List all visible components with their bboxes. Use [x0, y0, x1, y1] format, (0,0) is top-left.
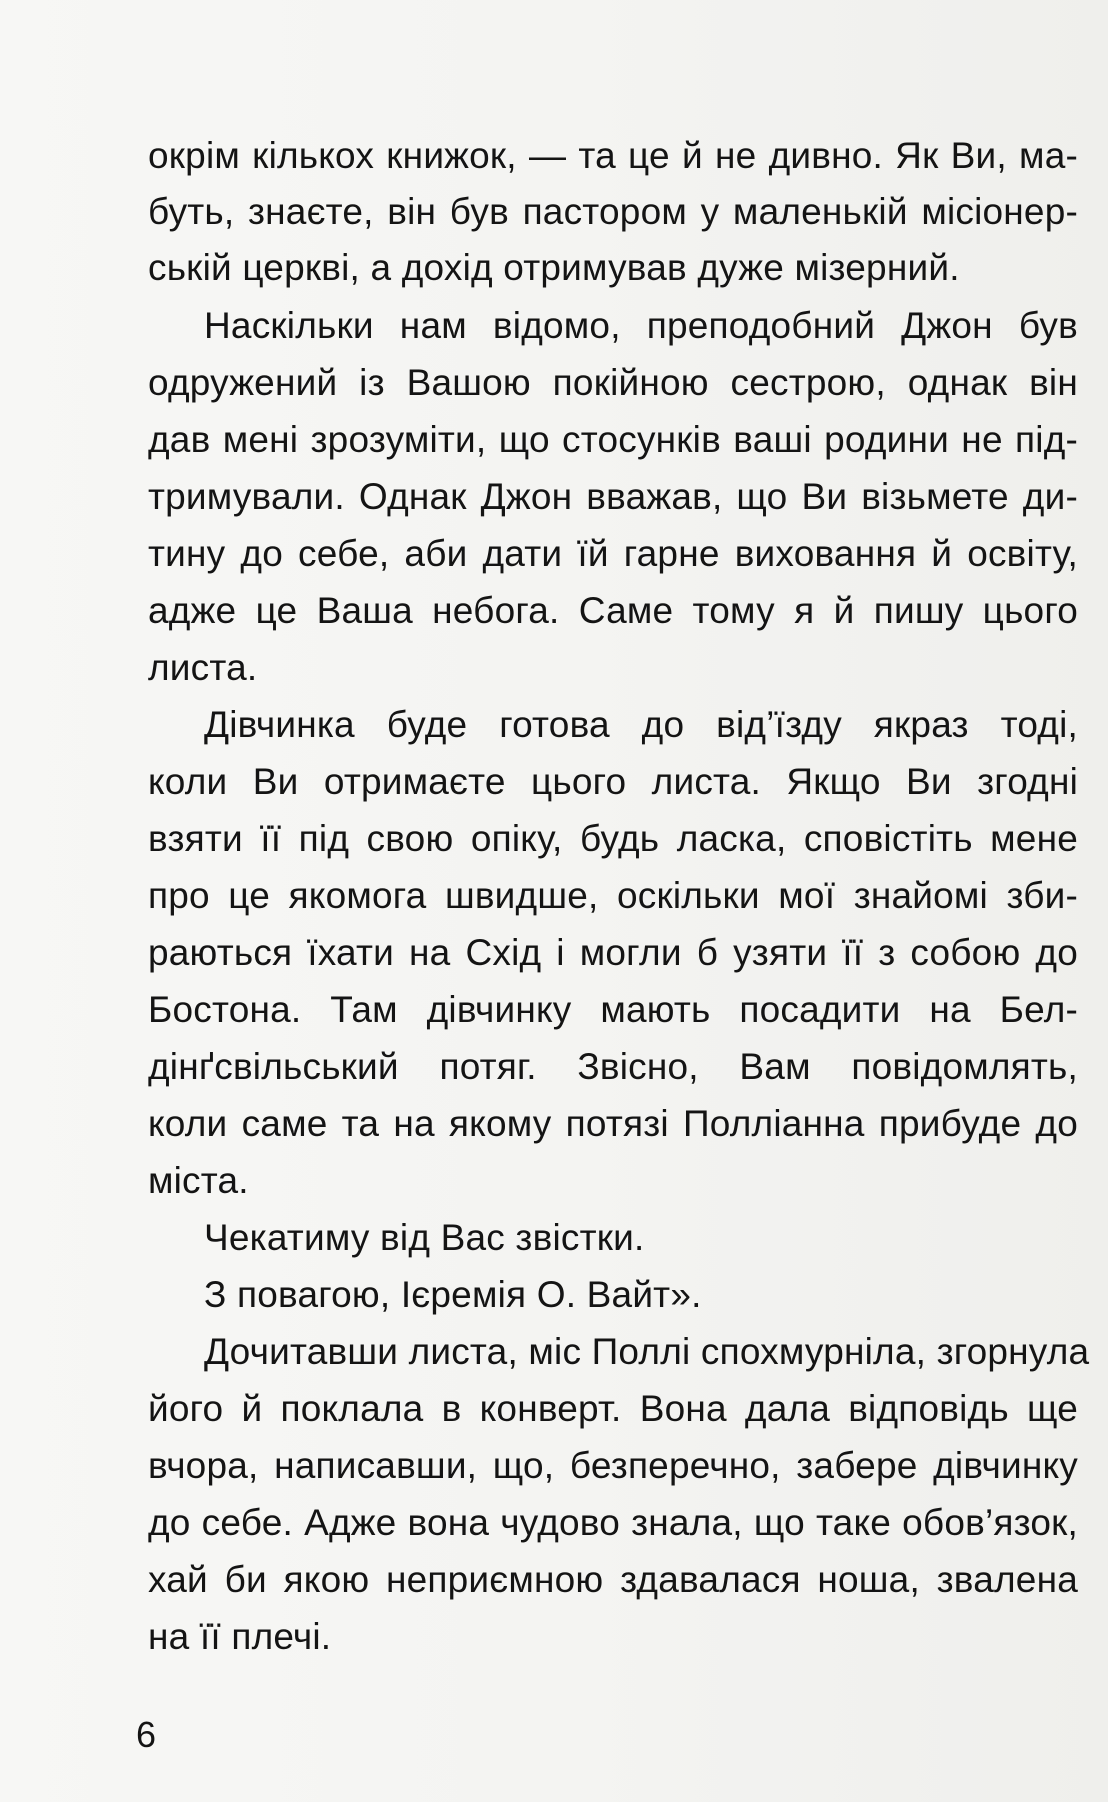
text-line: листа. [148, 647, 258, 688]
text-line: хай би якою неприємною здавалася ноша, звалена [148, 1559, 1078, 1600]
text-line: взяти її під свою опіку, будь ласка, сповістіть мене [148, 818, 1078, 859]
text-line: Бостона. Там дівчинку мають посадити на Бел- [148, 989, 1078, 1030]
text-line: тримували. Однак Джон вважав, що Ви візьмете ди- [148, 476, 1078, 517]
text-line: Чекатиму від Вас звістки. [204, 1217, 645, 1258]
text-line: З повагою, Ієремія О. Вайт». [204, 1274, 702, 1315]
text-line: дав мені зрозуміти, що стосунків ваші родини не під- [148, 419, 1078, 460]
text-line: Наскільки нам відомо, преподобний Джон був [204, 305, 1078, 346]
text-line: міста. [148, 1160, 249, 1201]
text-line: адже це Ваша небога. Саме тому я й пишу цього [148, 590, 1078, 631]
text-line: окрім кількох книжок, — та це й не дивно. Як Ви, ма- [148, 135, 1078, 176]
text-line: вчора, написавши, що, безперечно, забере дівчинку [148, 1445, 1078, 1486]
text-line: Дочитавши листа, міс Поллі спохмурніла, згорнула [204, 1331, 1090, 1372]
text-line: на її плечі. [148, 1616, 332, 1657]
text-line: дінґсвільський потяг. Звісно, Вам повідомлять, [148, 1046, 1078, 1087]
text-line: Дівчинка буде готова до від’їзду якраз тоді, [204, 704, 1078, 745]
text-line: буть, знаєте, він був пастором у маленькій місіонер- [148, 191, 1078, 232]
text-line: раються їхати на Схід і могли б узяти її з собою до [148, 932, 1078, 973]
text-line: одружений із Вашою покійною сестрою, однак він [148, 362, 1078, 403]
text-line: ській церкві, а дохід отримував дуже мізерний. [148, 247, 960, 288]
text-line: коли Ви отримаєте цього листа. Якщо Ви згодні [148, 761, 1078, 802]
text-line: до себе. Адже вона чудово знала, що таке обов’язок, [148, 1502, 1078, 1543]
text-line: його й поклала в конверт. Вона дала відповідь ще [148, 1388, 1078, 1429]
page-number: 6 [136, 1714, 157, 1755]
text-line: тину до себе, аби дати їй гарне виховання й освіту, [148, 533, 1078, 574]
text-line: коли саме та на якому потязі Полліанна прибуде до [148, 1103, 1078, 1144]
text-line: про це якомога швидше, оскільки мої знайомі зби- [148, 875, 1078, 916]
